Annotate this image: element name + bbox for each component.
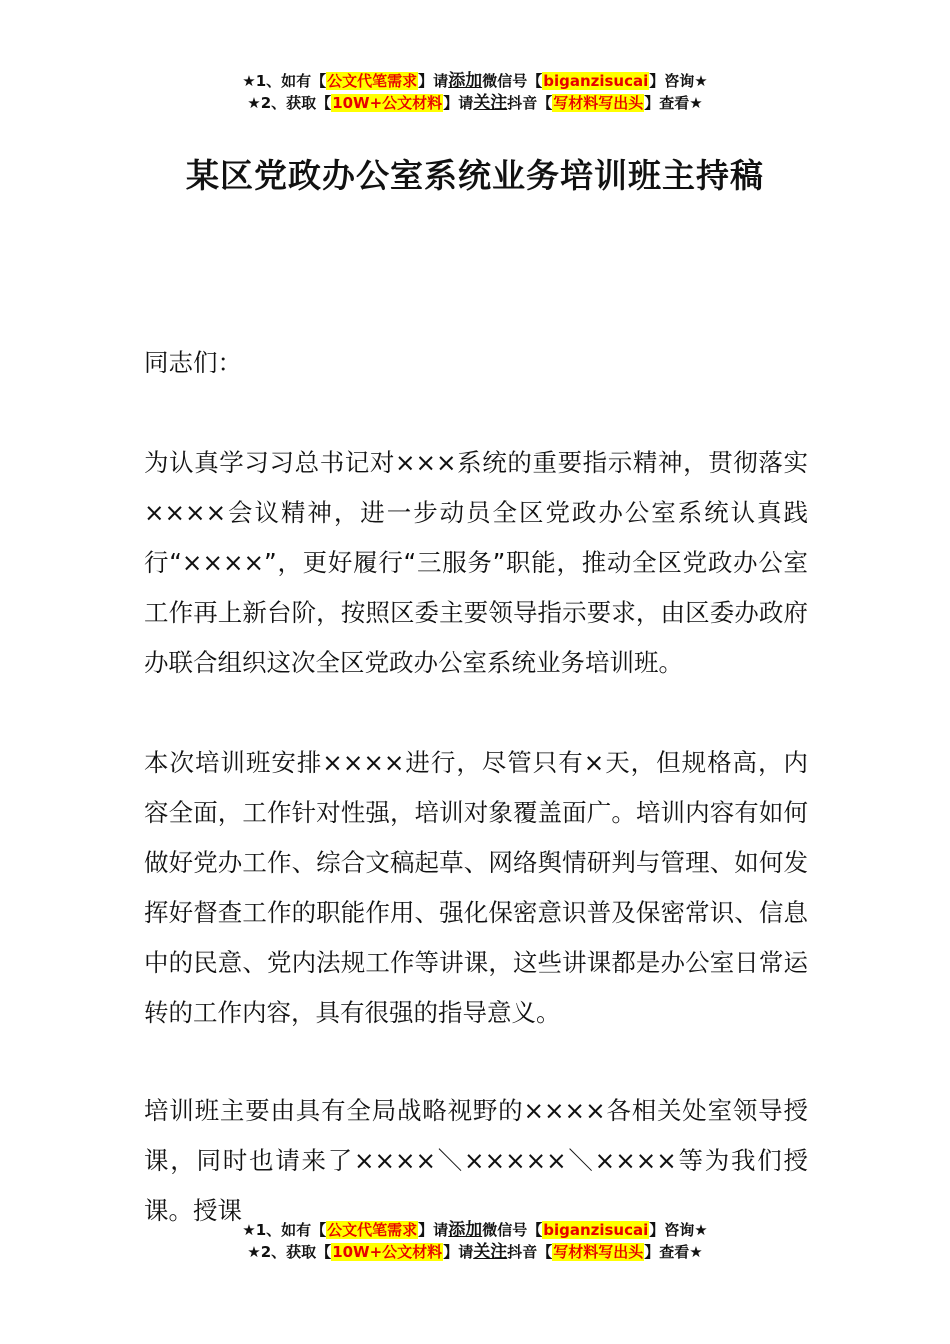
highlight-writing-service: 公文代笔需求 [327, 1221, 418, 1239]
footer-notice [0, 1219, 950, 1263]
highlight-douyin-account: 写材料写出头 [553, 1243, 644, 1261]
highlight-wechat-id: biganzisucai [543, 72, 649, 90]
highlight-wechat-id: biganzisucai [543, 1221, 649, 1239]
notice-line-2: ★2、获取【10W+公文材料】请关注抖音【写材料写出头】查看★ [247, 93, 703, 113]
paragraph-1: 为认真学习习总书记对×××系统的重要指示精神，贯彻落实××××会议精神，进一步动员全区党政办公室系统认真践行“××××”，更好履行“三服务”职能，推动全区党政办公室工作再上新台阶，按照区委主要领导指示要求，由区委办政府办联合组织这次全区党政办公室系统业务培训班。 [144, 448, 808, 677]
notice-line-2: ★2、获取【10W+公文材料】请关注抖音【写材料写出头】查看★ [247, 1242, 703, 1262]
highlight-materials: 10W+公文材料 [332, 1243, 443, 1261]
document-title: 某区党政办公室系统业务培训班主持稿 [186, 156, 764, 195]
highlight-writing-service: 公文代笔需求 [327, 72, 418, 90]
notice-line-1: ★1、如有【公文代笔需求】请添加微信号【biganzisucai】咨询★ [242, 1220, 708, 1240]
header-notice [0, 70, 950, 114]
paragraph-3: 培训班主要由具有全局战略视野的××××各相关处室领导授课，同时也请来了××××＼×××××＼××××等为我们授课。授课 [144, 1096, 808, 1225]
highlight-materials: 10W+公文材料 [332, 94, 443, 112]
highlight-douyin-account: 写材料写出头 [553, 94, 644, 112]
paragraph-2: 本次培训班安排××××进行，尽管只有×天，但规格高，内容全面，工作针对性强，培训对象覆盖面广。培训内容有如何做好党办工作、综合文稿起草、网络舆情研判与管理、如何发挥好督查工作的职能作用、强化保密意识普及保密常识、信息中的民意、党内法规工作等讲课，这些讲课都是办公室日常运转的工作内容，具有很强的指导意义。 [144, 748, 808, 1027]
salutation: 同志们： [144, 348, 242, 377]
notice-line-1: ★1、如有【公文代笔需求】请添加微信号【biganzisucai】咨询★ [242, 71, 708, 91]
